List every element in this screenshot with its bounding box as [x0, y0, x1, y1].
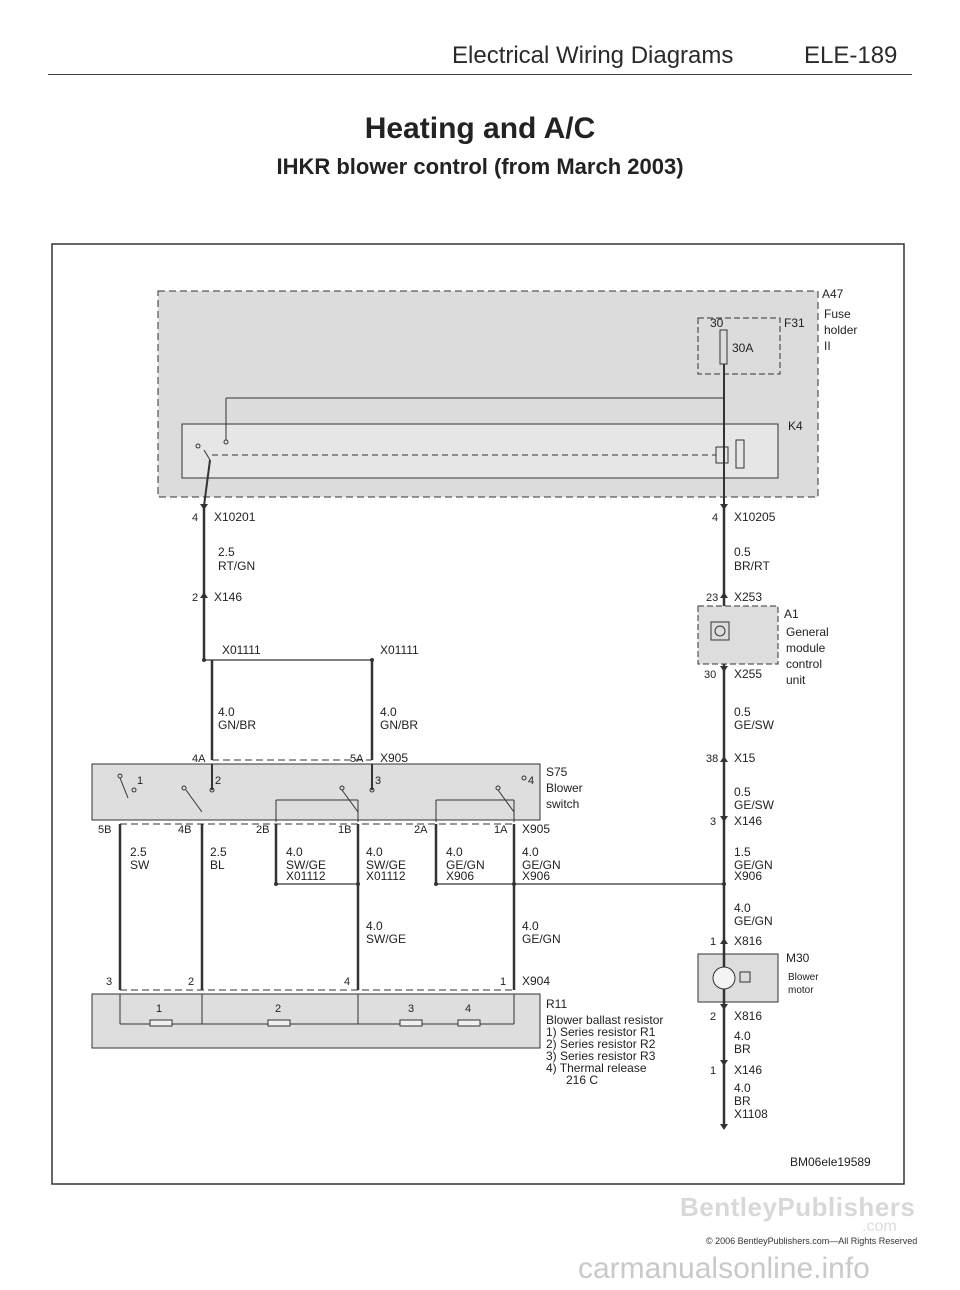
conn-x01111-left: X01111: [222, 643, 261, 657]
conn-x01112-right: X01112: [366, 869, 406, 883]
wire-size-f: 0.5: [734, 785, 751, 799]
pin-4b: 4B: [178, 824, 192, 836]
pin-5b: 5B: [98, 824, 112, 836]
wire-color-e: GE/SW: [734, 718, 775, 732]
conn-x1108: X1108: [734, 1107, 768, 1121]
pin-2a: 2A: [414, 824, 428, 836]
relay-k4: [182, 424, 778, 478]
wire-color-1a: GE/GN: [522, 858, 561, 872]
r11-label-1: Blower ballast resistor: [546, 1013, 664, 1027]
pin-x10201: 4: [192, 512, 199, 524]
wire-size-e: 0.5: [734, 705, 751, 719]
s75-label-1: Blower: [546, 781, 583, 795]
conn-x816-top: X816: [734, 934, 763, 948]
m30-id: M30: [786, 951, 810, 965]
resistor-num-1: 1: [156, 1003, 163, 1015]
pin-x904-1: 1: [500, 976, 507, 988]
a47-label-1: Fuse: [824, 307, 851, 321]
wire-color-f: GE/SW: [734, 798, 775, 812]
conn-x906-mid: X906: [522, 869, 551, 883]
pin-x146-left: 2: [192, 592, 199, 604]
header-page-number: ELE-189: [804, 42, 898, 69]
wire-color-2b: SW/GE: [286, 858, 327, 872]
s75-id: S75: [546, 765, 568, 779]
k4-id: K4: [788, 419, 803, 433]
pin-x146-bottom: 1: [710, 1065, 717, 1077]
wire-color-i: SW/GE: [366, 932, 407, 946]
diagram-code: BM06ele19589: [790, 1155, 871, 1169]
conn-x01112-left: X01112: [286, 869, 326, 883]
conn-x10205: X10205: [734, 510, 776, 524]
r11-label-3: 2) Series resistor R2: [546, 1037, 656, 1051]
wire-color-l: BR: [734, 1094, 751, 1108]
resistor-num-2: 2: [275, 1003, 282, 1015]
conn-x905-bottom: X905: [522, 822, 551, 836]
publisher-logo-tld: .com: [862, 1218, 897, 1235]
wire-size-2a: 4.0: [446, 845, 463, 859]
r11-label-4: 3) Series resistor R3: [546, 1049, 656, 1063]
conn-x905-top: X905: [380, 751, 409, 765]
wire-size-c: 4.0: [218, 705, 235, 719]
r11-id: R11: [546, 997, 568, 1011]
wire-color-c: GN/BR: [218, 718, 257, 732]
a1-label-1: General: [786, 625, 829, 639]
wire-size-1a: 4.0: [522, 845, 539, 859]
wire-size-d: 4.0: [380, 705, 397, 719]
conn-x01111-right: X01111: [380, 643, 419, 657]
pin-1a: 1A: [494, 824, 508, 836]
wire-color-h: GE/GN: [734, 914, 773, 928]
wire-color-2a: GE/GN: [446, 858, 485, 872]
conn-x906-right: X906: [734, 869, 763, 883]
pin-5a: 5A: [350, 753, 364, 765]
conn-x906-left: X906: [446, 869, 475, 883]
wire-color-k: BR: [734, 1042, 751, 1056]
wire-size-j: 4.0: [522, 919, 539, 933]
pin-1b: 1B: [338, 824, 352, 836]
a1-id: A1: [784, 607, 799, 621]
r11-label-5: 4) Thermal release: [546, 1061, 647, 1075]
wire-color-5b: SW: [130, 858, 150, 872]
wire-color-b: BR/RT: [734, 559, 770, 573]
m30-label-2: motor: [788, 985, 814, 996]
switch-pos-2: 2: [215, 775, 222, 787]
wire-size-h: 4.0: [734, 901, 751, 915]
pin-x15: 38: [706, 753, 719, 765]
conn-x904: X904: [522, 974, 551, 988]
switch-pos-4: 4: [528, 775, 535, 787]
wire-size-a: 2.5: [218, 545, 235, 559]
switch-pos-3: 3: [375, 775, 382, 787]
r11-label-6: 216 C: [566, 1073, 599, 1087]
resistor-num-4: 4: [465, 1003, 472, 1015]
f31-rating: 30A: [732, 341, 754, 355]
conn-x146-bottom: X146: [734, 1063, 763, 1077]
a1-label-4: unit: [786, 673, 806, 687]
a47-label-3: II: [824, 339, 831, 353]
r11-label-2: 1) Series resistor R1: [546, 1025, 656, 1039]
conn-x253: X253: [734, 590, 763, 604]
motor-icon: [713, 967, 735, 989]
blower-motor-m30: [698, 954, 778, 1002]
pin-x255: 30: [704, 669, 717, 681]
pin-x904-4: 4: [344, 976, 351, 988]
pin-x816-bottom: 2: [710, 1011, 717, 1023]
wire-size-1b: 4.0: [366, 845, 383, 859]
page-title: Heating and A/C: [364, 112, 596, 145]
conn-x15: X15: [734, 751, 756, 765]
wire-size-l: 4.0: [734, 1081, 751, 1095]
conn-x146-left: X146: [214, 590, 243, 604]
pin-2b: 2B: [256, 824, 270, 836]
wire-color-g: GE/GN: [734, 858, 773, 872]
pin-x146-right: 3: [710, 816, 717, 828]
page-subtitle: IHKR blower control (from March 2003): [276, 154, 684, 179]
pin-x816-top: 1: [710, 936, 717, 948]
pin-x904-2: 2: [188, 976, 195, 988]
wire-size-k: 4.0: [734, 1029, 751, 1043]
copyright: © 2006 BentleyPublishers.com—All Rights Reserved: [706, 1236, 918, 1246]
wire-color-a: RT/GN: [218, 559, 256, 573]
conn-x146-right: X146: [734, 814, 763, 828]
header-section: Electrical Wiring Diagrams: [452, 42, 734, 69]
f31-pin: 30: [710, 316, 724, 330]
pin-x904-3: 3: [106, 976, 113, 988]
wire-size-g: 1.5: [734, 845, 751, 859]
switch-pos-1: 1: [137, 775, 144, 787]
s75-label-2: switch: [546, 797, 580, 811]
wire-size-4b: 2.5: [210, 845, 227, 859]
wire-size-b: 0.5: [734, 545, 751, 559]
f31-id: F31: [784, 316, 805, 330]
a1-label-2: module: [786, 641, 826, 655]
gm-control-unit-a1: [698, 606, 778, 664]
wire-size-2b: 4.0: [286, 845, 303, 859]
a47-id: A47: [822, 287, 844, 301]
wire-size-i: 4.0: [366, 919, 383, 933]
wire-color-j: GE/GN: [522, 932, 561, 946]
pin-4a: 4A: [192, 753, 206, 765]
wire-size-5b: 2.5: [130, 845, 147, 859]
pin-x253: 23: [706, 592, 719, 604]
wire-color-1b: SW/GE: [366, 858, 407, 872]
pin-x10205: 4: [712, 512, 719, 524]
m30-label-1: Blower: [788, 972, 819, 983]
a1-label-3: control: [786, 657, 823, 671]
site-watermark: carmanualsonline.info: [578, 1252, 870, 1285]
a47-label-2: holder: [824, 323, 858, 337]
conn-x10201: X10201: [214, 510, 256, 524]
publisher-logo: BentleyPublishers: [680, 1192, 916, 1222]
conn-x255: X255: [734, 667, 763, 681]
blower-switch-s75: [92, 764, 540, 820]
conn-x816-bottom: X816: [734, 1009, 763, 1023]
wire-color-4b: BL: [210, 858, 225, 872]
resistor-num-3: 3: [408, 1003, 415, 1015]
wire-color-d: GN/BR: [380, 718, 419, 732]
